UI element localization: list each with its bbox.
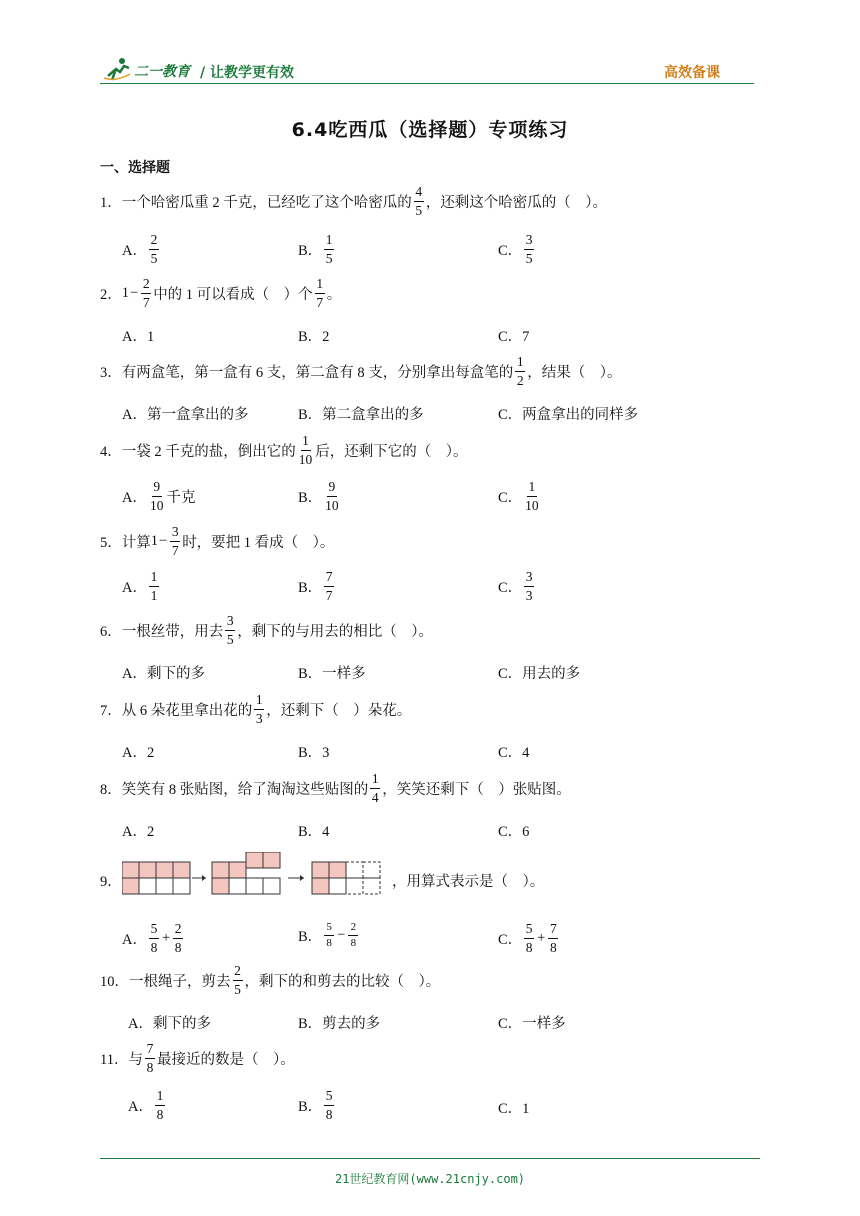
question-text: 1．一个哈密瓜重 2 千克，已经吃了这个哈密瓜的 bbox=[100, 194, 412, 211]
option-c[interactable]: C．7 bbox=[498, 329, 530, 345]
option-b[interactable]: B．3 bbox=[298, 745, 330, 761]
header-right-label: 高效备课 bbox=[664, 65, 720, 81]
question-3: 3．有两盒笔，第一盒有 6 支，第二盒有 8 支，分别拿出每盒笔的 $\frac{1}{2}$ ，结果（ ）。 bbox=[100, 354, 622, 388]
option-c[interactable]: C．两盒拿出的同样多 bbox=[498, 407, 639, 423]
option-c[interactable]: C． $\frac{3}{3}$ bbox=[498, 569, 533, 603]
option-a[interactable]: A． $\frac{1}{1}$ bbox=[122, 569, 158, 603]
option-b[interactable]: B． $\frac{5}{8}$ − $\frac{2}{8}$ bbox=[298, 922, 360, 949]
option-b[interactable]: B．第二盒拿出的多 bbox=[298, 407, 424, 423]
option-a[interactable]: A． $\frac{2}{5}$ bbox=[122, 232, 158, 266]
question-5: 5．计算 1 − $\frac{3}{7}$ 时，要把 1 看成（ ）。 bbox=[100, 524, 335, 558]
header-slogan: / 让教学更有效 bbox=[200, 65, 294, 81]
question-8: 8．笑笑有 8 张贴图，给了淘淘这些贴图的 $\frac{1}{4}$ ，笑笑还剩下（ ）张贴图。 bbox=[100, 771, 571, 805]
option-c[interactable]: C． $\frac{5}{8}$ + $\frac{7}{8}$ bbox=[498, 921, 557, 955]
option-b[interactable]: B． $\frac{7}{7}$ bbox=[298, 569, 333, 603]
question-1 bbox=[100, 185, 607, 217]
page-title: 6.4吃西瓜（选择题）专项练习 bbox=[291, 119, 569, 141]
option-c[interactable]: C．一样多 bbox=[498, 1016, 566, 1032]
option-b[interactable]: B．2 bbox=[298, 329, 330, 345]
option-a[interactable]: A．第一盒拿出的多 bbox=[122, 407, 249, 423]
question-2: 2． 1 − $\frac{2}{7}$ 中的 1 可以看成（ ）个 $\frac{1}{7}$ 。 bbox=[100, 276, 342, 310]
fraction: $\frac{4}{5}$ bbox=[415, 184, 423, 218]
question-6: 6．一根丝带，用去 $\frac{3}{5}$ ，剩下的与用去的相比（ ）。 bbox=[100, 613, 433, 647]
option-a[interactable]: A． $\frac{1}{8}$ bbox=[128, 1088, 164, 1122]
option-a[interactable]: A． $\frac{5}{8}$ + $\frac{2}{8}$ bbox=[122, 921, 182, 955]
option-b[interactable]: B．一样多 bbox=[298, 666, 366, 682]
header-divider bbox=[100, 83, 754, 84]
option-b[interactable]: B． $\frac{1}{5}$ bbox=[298, 232, 333, 266]
option-a[interactable]: A．剩下的多 bbox=[128, 1016, 211, 1032]
option-b[interactable]: B．剪去的多 bbox=[298, 1016, 381, 1032]
option-c[interactable]: C． $\frac{1}{10}$ bbox=[498, 479, 539, 513]
option-a[interactable]: A．剩下的多 bbox=[122, 666, 205, 682]
question-9-text: ，用算式表示是（ ）。 bbox=[392, 874, 545, 890]
option-c[interactable]: C．4 bbox=[498, 745, 530, 761]
footer-divider bbox=[100, 1158, 760, 1159]
option-c[interactable]: C． $\frac{3}{5}$ bbox=[498, 232, 533, 266]
question-4: 4．一袋 2 千克的盐，倒出它的 $\frac{1}{10}$ 后，还剩下它的（ ）。 bbox=[100, 433, 468, 467]
option-b[interactable]: B．4 bbox=[298, 824, 330, 840]
option-a[interactable]: A．2 bbox=[122, 824, 155, 840]
question-text: ，还剩这个哈密瓜的（ ）。 bbox=[425, 194, 607, 211]
question-9: 9． bbox=[100, 874, 122, 890]
question-7: 7．从 6 朵花里拿出花的 $\frac{1}{3}$ ，还剩下（ ）朵花。 bbox=[100, 692, 412, 726]
page-header bbox=[100, 56, 754, 84]
option-c[interactable]: C．6 bbox=[498, 824, 530, 840]
option-a[interactable]: A．1 bbox=[122, 329, 155, 345]
option-b[interactable]: B． $\frac{5}{8}$ bbox=[298, 1088, 333, 1122]
runner-logo-icon bbox=[102, 56, 132, 82]
fraction-diagram bbox=[122, 852, 392, 898]
question-11: 11．与 $\frac{7}{8}$ 最接近的数是（ ）。 bbox=[100, 1041, 295, 1075]
logo-text: 二一教育 bbox=[134, 64, 190, 80]
option-a[interactable]: A． $\frac{9}{10}$ 千克 bbox=[122, 479, 196, 513]
option-c[interactable]: C．1 bbox=[498, 1101, 530, 1117]
option-c[interactable]: C．用去的多 bbox=[498, 666, 581, 682]
section-heading: 一、选择题 bbox=[100, 160, 170, 176]
option-a[interactable]: A．2 bbox=[122, 745, 155, 761]
footer-text: 21世纪教育网(www.21cnjy.com) bbox=[334, 1172, 526, 1186]
question-10: 10．一根绳子，剪去 $\frac{2}{5}$ ，剩下的和剪去的比较（ ）。 bbox=[100, 963, 441, 997]
option-b[interactable]: B． $\frac{9}{10}$ bbox=[298, 479, 339, 513]
